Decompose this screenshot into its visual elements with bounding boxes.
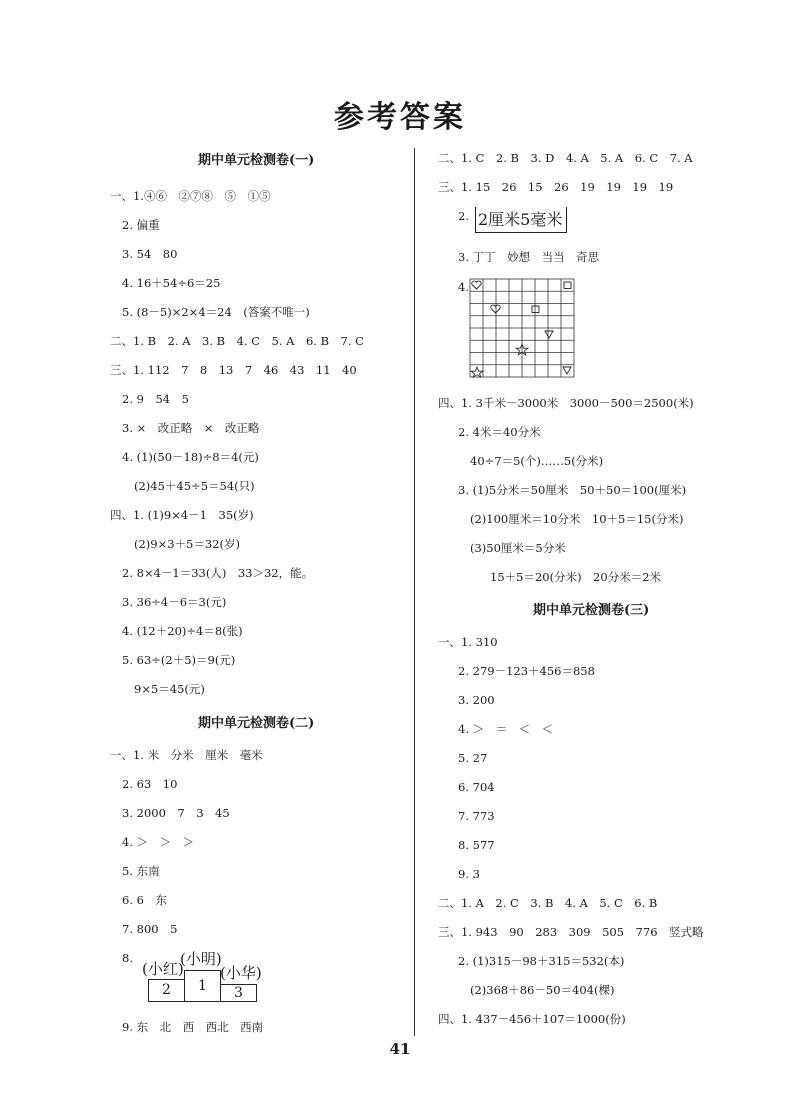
answer-line: 5. 63÷(2＋5)＝9(元) [122, 653, 236, 667]
answer-line: (2)45＋45÷5＝54(只) [134, 479, 255, 493]
podium-diagram [140, 950, 270, 1008]
answer-line: 三、1. 943 90 283 309 505 776 竖式略 [438, 925, 704, 939]
heart-icon [491, 305, 500, 313]
answer-line: 2. 9 54 5 [122, 392, 189, 406]
answer-line: 4. (12＋20)÷4＝8(张) [122, 624, 243, 638]
podium-third-place: 3 [220, 984, 257, 1002]
answer-line: 二、1. B 2. A 3. B 4. C 5. A 6. B 7. C [110, 334, 364, 348]
answer-line: 4. 16＋54÷6＝25 [122, 276, 221, 290]
answer-line: 三、1. 112 7 8 13 7 46 43 11 40 [110, 363, 357, 377]
answer-line: (2)368＋86－50＝404(棵) [470, 983, 615, 997]
answer-line: (2)100厘米＝10分米 10＋5＝15(分米) [470, 512, 684, 526]
star-icon [471, 367, 483, 377]
answer-line: 一、1.④⑥ ②⑦⑧ ⑤ ①⑤ [110, 189, 271, 203]
answer-line: 2. [458, 209, 469, 223]
answer-line: 40÷7＝5(个)……5(分米) [470, 454, 604, 468]
answer-line: 2. 4米＝40分米 [458, 425, 541, 439]
shape-grid [469, 278, 577, 384]
answer-line: 一、1. 310 [438, 635, 498, 649]
square-icon [532, 306, 539, 313]
answer-line: 5. 27 [458, 751, 488, 765]
column-divider [414, 148, 415, 1036]
answer-line: 9. 东 北 西 西北 西南 [122, 1020, 264, 1034]
answer-line: 2. (1)315－98＋315＝532(本) [458, 954, 625, 968]
answer-line: 一、1. 米 分米 厘米 毫米 [110, 748, 263, 762]
answer-line: 5. (8－5)×2×4＝24 (答案不唯一) [122, 305, 310, 319]
answer-line: 3. × 改正略 × 改正略 [122, 421, 260, 435]
answer-line: 4. ＞ ＝ ＜ ＜ [458, 722, 554, 736]
square-icon [564, 282, 571, 289]
page-number: 41 [389, 1040, 411, 1058]
answer-line: 7. 800 5 [122, 922, 178, 936]
podium-center-name: (小明) [180, 950, 222, 968]
answer-line: (2)9×3＋5＝32(岁) [134, 537, 240, 551]
section-title-3: 期中单元检测卷(三) [533, 603, 650, 618]
answer-line: 15＋5＝20(分米) 20分米＝2米 [490, 570, 662, 584]
answer-line: 四、1. (1)9×4－1 35(岁) [110, 508, 254, 522]
page-title: 参考答案 [334, 100, 466, 135]
answer-line: 6. 704 [458, 780, 495, 794]
podium-right-name: (小华) [220, 964, 262, 982]
answer-line: 3. 丁丁 妙想 当当 奇思 [458, 250, 600, 264]
heart-icon [472, 281, 481, 289]
podium-first-place: 1 [184, 970, 221, 1002]
answer-line: 三、1. 15 26 15 26 19 19 19 19 [438, 180, 674, 194]
answer-line: 4. (1)(50－18)÷8＝4(元) [122, 450, 259, 464]
answer-line: (3)50厘米＝5分米 [470, 541, 566, 555]
answer-line: 四、1. 437－456＋107＝1000(份) [438, 1012, 626, 1026]
answer-line: 2. 8×4－1＝33(人) 33＞32，能。 [122, 566, 314, 580]
podium-second-place: 2 [148, 979, 185, 1002]
answer-line: 3. (1)5分米＝50厘米 50＋50＝100(厘米) [458, 483, 687, 497]
podium-left-name: (小红) [142, 960, 184, 978]
answer-line: 6. 6 东 [122, 893, 167, 907]
answer-line: 3. 2000 7 3 45 [122, 806, 230, 820]
answer-line: 9. 3 [458, 867, 480, 881]
triangle-down-icon [563, 367, 571, 374]
answer-line: 5. 东南 [122, 864, 160, 878]
answer-line: 4. ＞ ＞ ＞ [122, 835, 195, 849]
answer-line: 3. 200 [458, 693, 495, 707]
section-title-2: 期中单元检测卷(二) [198, 716, 315, 731]
section-title-1: 期中单元检测卷(一) [198, 153, 315, 168]
answer-line: 8. 577 [458, 838, 495, 852]
answer-line: 3. 36÷4－6＝3(元) [122, 595, 227, 609]
handwritten-length: 2厘米5毫米 [475, 207, 567, 233]
answer-line: 2. 偏重 [122, 218, 160, 232]
answer-line: 2. 279－123＋456＝858 [458, 664, 595, 678]
answer-line: 8. [122, 951, 133, 965]
answer-line: 二、1. C 2. B 3. D 4. A 5. A 6. C 7. A [438, 151, 693, 165]
answer-line: 3. 54 80 [122, 247, 178, 261]
answer-line: 7. 773 [458, 809, 495, 823]
answer-line: 4. [458, 280, 469, 294]
answer-line: 9×5＝45(元) [134, 682, 205, 696]
answer-line: 四、1. 3千米－3000米 3000－500＝2500(米) [438, 396, 694, 410]
triangle-down-icon [545, 331, 553, 338]
answer-line: 2. 63 10 [122, 777, 178, 791]
answer-line: 二、1. A 2. C 3. B 4. A 5. C 6. B [438, 896, 658, 910]
